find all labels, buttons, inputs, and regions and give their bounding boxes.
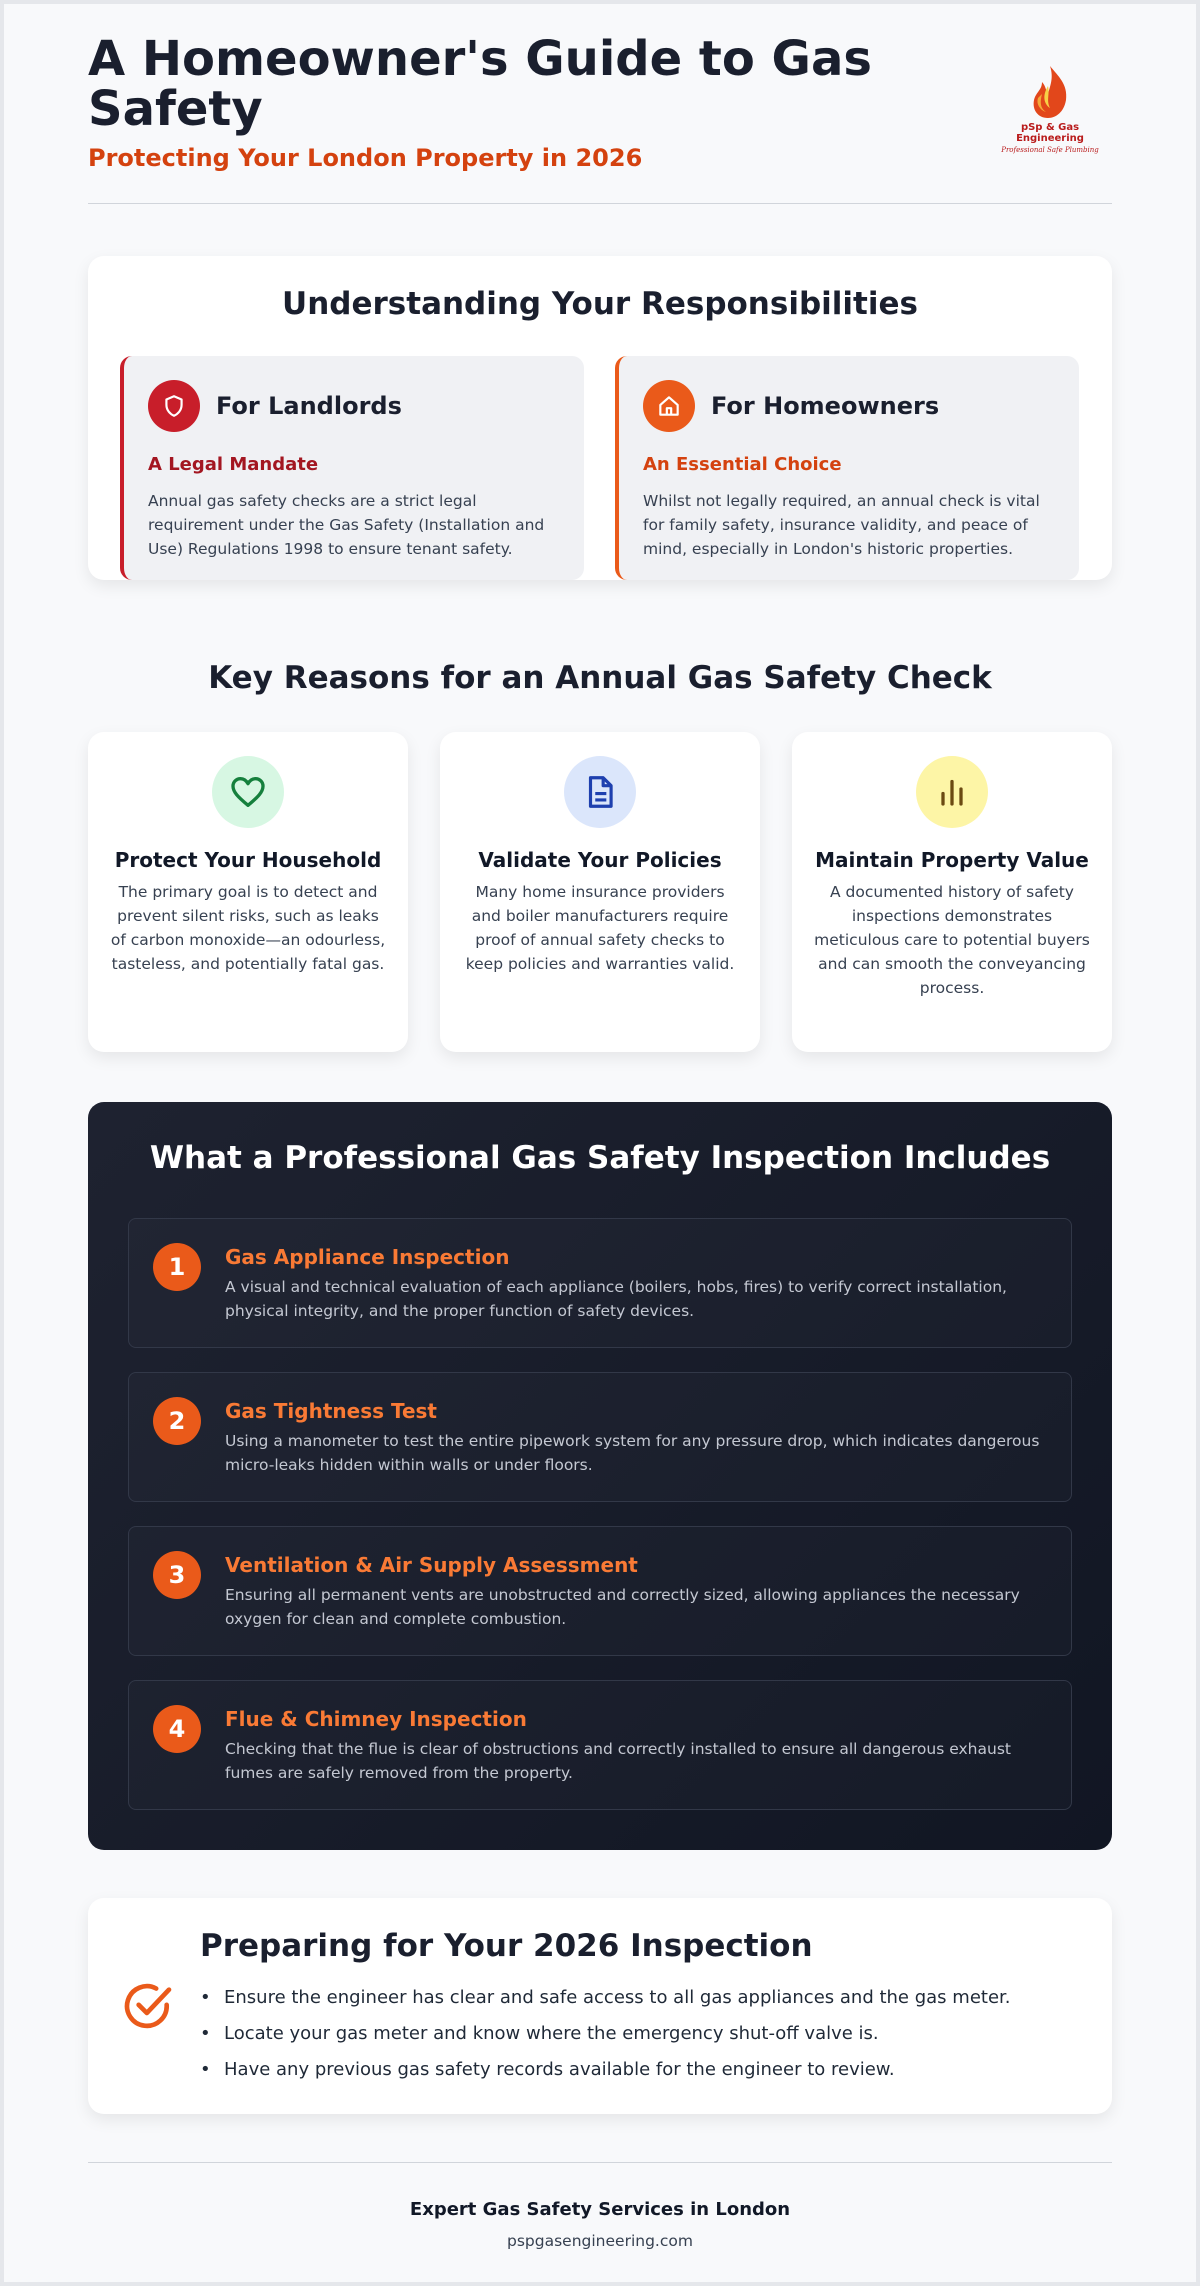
reason-title: Protect Your Household [114,848,382,872]
bar-chart-icon [916,756,988,828]
prepare-section [88,1898,1112,2114]
inspection-title: What a Professional Gas Safety Inspection Includes [149,1140,1051,1176]
responsibilities-section [88,256,1112,580]
footer-website-link[interactable]: pspgasengineering.com [507,2232,693,2250]
list-item: • Locate your gas meter and know where the emergency shut-off valve is. [224,2016,1011,2052]
homeowners-text: Whilst not legally required, an annual check is vital for family safety, insurance validity, and peace of mind, especially in London's historic properties. [643,492,1040,558]
header [88,31,1112,204]
reason-text: The primary goal is to detect and prevent silent risks, such as leaks of carbon monoxide—an odourless, tasteless, and potentially fatal gas. [110,883,386,973]
inspection-section [88,1102,1112,1850]
responsibilities-title: Understanding Your Responsibilities [282,286,918,322]
reason-title: Validate Your Policies [478,848,722,872]
reason-card [440,732,760,1052]
reason-card [88,732,408,1052]
landlords-card [120,356,584,580]
inspection-step [128,1526,1072,1656]
reason-text: A documented history of safety inspections demonstrates meticulous care to potential buyers and can smooth the conveyancing process. [814,883,1090,997]
reason-text: Many home insurance providers and boiler manufacturers require proof of annual safety checks to keep policies and warranties valid. [465,883,735,973]
step-title: Ventilation & Air Supply Assessment [225,1553,638,1577]
landlords-kicker: A Legal Mandate [148,454,319,475]
landlords-text: Annual gas safety checks are a strict legal requirement under the Gas Safety (Installation and Use) Regulations 1998 to ensure tenant safety. [148,492,545,558]
logo-tagline: Professional Safe Plumbing [1001,146,1099,154]
flame-icon [1028,64,1072,120]
homeowners-heading: For Homeowners [711,392,940,420]
step-text: A visual and technical evaluation of each appliance (boilers, hobs, fires) to verify correct installation, physical integrity, and the proper function of safety devices. [225,1278,1007,1320]
list-item: • Ensure the engineer has clear and safe access to all gas appliances and the gas meter. [224,1980,1011,2016]
page-title: A Homeowner's Guide to Gas Safety [88,31,872,137]
step-title: Gas Appliance Inspection [225,1245,510,1269]
step-number: 1 [153,1243,201,1291]
prepare-list [224,1980,1011,2088]
list-item: • Have any previous gas safety records available for the engineer to review. [224,2052,1011,2088]
footer-tagline: Expert Gas Safety Services in London [409,2199,791,2220]
page [4,4,1196,2282]
prepare-title: Preparing for Your 2026 Inspection [200,1928,813,1964]
step-text: Checking that the flue is clear of obstructions and correctly installed to ensure all dangerous exhaust fumes are safely removed from the property. [225,1740,1011,1782]
landlords-heading: For Landlords [216,392,402,420]
reason-title: Maintain Property Value [815,848,1089,872]
logo[interactable] [988,64,1112,154]
inspection-step [128,1680,1072,1810]
logo-brand: pSp & Gas Engineering [1016,122,1084,144]
inspection-step [128,1218,1072,1348]
step-number: 3 [153,1551,201,1599]
step-number: 4 [153,1705,201,1753]
heart-icon [212,756,284,828]
step-text: Using a manometer to test the entire pipework system for any pressure drop, which indicates dangerous micro-leaks hidden within walls or under floors. [225,1432,1040,1474]
reasons-title: Key Reasons for an Annual Gas Safety Check [208,660,992,696]
step-number: 2 [153,1397,201,1445]
shield-icon [148,380,200,432]
page-subtitle: Protecting Your London Property in 2026 [88,144,643,172]
check-circle-icon [120,1978,176,2034]
step-text: Ensuring all permanent vents are unobstructed and correctly sized, allowing appliances the necessary oxygen for clean and complete combustion. [225,1586,1020,1628]
footer [88,2162,1112,2262]
inspection-step [128,1372,1072,1502]
step-title: Gas Tightness Test [225,1399,437,1423]
homeowners-kicker: An Essential Choice [643,454,842,475]
house-icon [643,380,695,432]
document-icon [564,756,636,828]
homeowners-card [615,356,1079,580]
reason-card [792,732,1112,1052]
step-title: Flue & Chimney Inspection [225,1707,527,1731]
